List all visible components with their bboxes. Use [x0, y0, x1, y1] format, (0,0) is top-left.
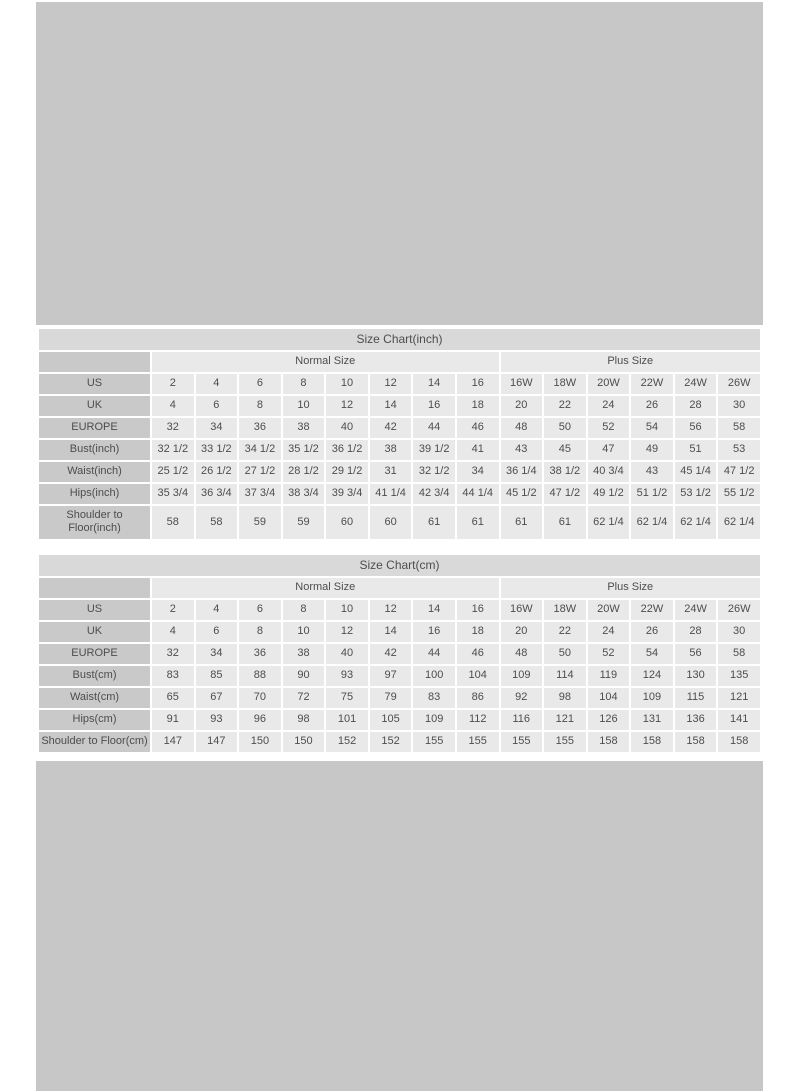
table-cell: 16	[457, 600, 499, 620]
table-cell: 26	[631, 396, 673, 416]
table-cell: 147	[152, 732, 194, 752]
table-cell: 56	[675, 644, 717, 664]
table-cell: 26W	[718, 600, 760, 620]
table-cell: 8	[239, 622, 281, 642]
table-cell: 109	[501, 666, 543, 686]
table-cell: 88	[239, 666, 281, 686]
table-cell: 147	[196, 732, 238, 752]
table-cell: 55 1/2	[718, 484, 760, 504]
table-cell: 86	[457, 688, 499, 708]
table-cell: 112	[457, 710, 499, 730]
table-cell: 58	[718, 418, 760, 438]
table-cell: 41	[457, 440, 499, 460]
table-cell: 48	[501, 418, 543, 438]
table-cell: 22W	[631, 600, 673, 620]
table-cell: 32	[152, 644, 194, 664]
table-cell: 59	[283, 506, 325, 539]
column-group-label: Normal Size	[152, 578, 499, 598]
table-cell: 44 1/4	[457, 484, 499, 504]
table-cell: 46	[457, 644, 499, 664]
table-cell: 12	[370, 374, 412, 394]
table-cell: 90	[283, 666, 325, 686]
table-cell: 62 1/4	[718, 506, 760, 539]
table-cell: 47 1/2	[544, 484, 586, 504]
size-chart-panel	[36, 325, 763, 761]
table-cell: 58	[196, 506, 238, 539]
table-cell: 58	[718, 644, 760, 664]
table-cell: 10	[283, 622, 325, 642]
table-cell: 43	[501, 440, 543, 460]
table-cell: 39 1/2	[413, 440, 455, 460]
row-label: Hips(cm)	[39, 710, 150, 730]
table-cell: 26	[631, 622, 673, 642]
table-cell: 141	[718, 710, 760, 730]
table-cell: 51	[675, 440, 717, 460]
table-cell: 40 3/4	[588, 462, 630, 482]
table-cell: 91	[152, 710, 194, 730]
table-cell: 61	[501, 506, 543, 539]
row-label: Waist(cm)	[39, 688, 150, 708]
table-cell: 45	[544, 440, 586, 460]
column-group-row	[39, 352, 760, 372]
table-cell: 44	[413, 418, 455, 438]
table-cell: 121	[718, 688, 760, 708]
table-row	[39, 462, 760, 482]
column-group-label: Normal Size	[152, 352, 499, 372]
table-cell: 50	[544, 644, 586, 664]
table-cell: 42	[370, 644, 412, 664]
table-cell: 29 1/2	[326, 462, 368, 482]
table-cell: 67	[196, 688, 238, 708]
table-cell: 104	[457, 666, 499, 686]
table-cell: 61	[544, 506, 586, 539]
table-cell: 8	[239, 396, 281, 416]
table-cell: 61	[457, 506, 499, 539]
table-cell: 52	[588, 644, 630, 664]
table-cell: 31	[370, 462, 412, 482]
table-title: Size Chart(inch)	[39, 329, 760, 350]
table-cell: 155	[544, 732, 586, 752]
table-cell: 24	[588, 622, 630, 642]
table-cell: 16	[457, 374, 499, 394]
table-cell: 43	[631, 462, 673, 482]
table-cell: 104	[588, 688, 630, 708]
table-cell: 24	[588, 396, 630, 416]
table-cell: 45 1/4	[675, 462, 717, 482]
table-cell: 42 3/4	[413, 484, 455, 504]
table-cell: 98	[283, 710, 325, 730]
table-cell: 79	[370, 688, 412, 708]
table-cell: 18	[457, 622, 499, 642]
table-cell: 18	[457, 396, 499, 416]
table-row	[39, 374, 760, 394]
table-cell: 135	[718, 666, 760, 686]
table-cell: 34 1/2	[239, 440, 281, 460]
table-cell: 40	[326, 644, 368, 664]
row-label: UK	[39, 396, 150, 416]
table-cell: 39 3/4	[326, 484, 368, 504]
table-cell: 18W	[544, 374, 586, 394]
table-cell: 32 1/2	[152, 440, 194, 460]
table-row	[39, 440, 760, 460]
photo-background	[36, 2, 763, 1091]
table-cell: 4	[196, 374, 238, 394]
table-cell: 22	[544, 622, 586, 642]
table-row	[39, 484, 760, 504]
table-cell: 85	[196, 666, 238, 686]
table-cell: 26 1/2	[196, 462, 238, 482]
size-chart-inch-table	[37, 327, 762, 541]
table-cell: 53 1/2	[675, 484, 717, 504]
row-label: EUROPE	[39, 418, 150, 438]
table-cell: 27 1/2	[239, 462, 281, 482]
table-cell: 38	[370, 440, 412, 460]
corner-cell	[39, 352, 150, 372]
table-cell: 38 3/4	[283, 484, 325, 504]
row-label: Shoulder to Floor(inch)	[39, 506, 150, 539]
table-cell: 28 1/2	[283, 462, 325, 482]
table-cell: 32 1/2	[413, 462, 455, 482]
table-cell: 101	[326, 710, 368, 730]
table-cell: 37 3/4	[239, 484, 281, 504]
table-cell: 58	[152, 506, 194, 539]
table-cell: 155	[413, 732, 455, 752]
table-cell: 124	[631, 666, 673, 686]
table-cell: 152	[370, 732, 412, 752]
table-cell: 42	[370, 418, 412, 438]
table-cell: 8	[283, 600, 325, 620]
table-row	[39, 710, 760, 730]
row-label: Waist(inch)	[39, 462, 150, 482]
table-cell: 56	[675, 418, 717, 438]
table-cell: 16	[413, 396, 455, 416]
table-cell: 62 1/4	[675, 506, 717, 539]
table-cell: 121	[544, 710, 586, 730]
table-cell: 4	[152, 622, 194, 642]
table-cell: 65	[152, 688, 194, 708]
size-chart-cm-table	[37, 553, 762, 754]
table-cell: 36 3/4	[196, 484, 238, 504]
table-cell: 48	[501, 644, 543, 664]
table-cell: 25 1/2	[152, 462, 194, 482]
table-cell: 70	[239, 688, 281, 708]
table-cell: 12	[326, 622, 368, 642]
table-cell: 54	[631, 418, 673, 438]
table-cell: 100	[413, 666, 455, 686]
table-cell: 24W	[675, 600, 717, 620]
column-group-row	[39, 578, 760, 598]
table-cell: 92	[501, 688, 543, 708]
row-label: Shoulder to Floor(cm)	[39, 732, 150, 752]
table-cell: 40	[326, 418, 368, 438]
table-cell: 4	[196, 600, 238, 620]
table-cell: 72	[283, 688, 325, 708]
table-cell: 38	[283, 644, 325, 664]
table-cell: 22W	[631, 374, 673, 394]
table-cell: 49	[631, 440, 673, 460]
table-cell: 62 1/4	[631, 506, 673, 539]
table-row	[39, 644, 760, 664]
table-cell: 51 1/2	[631, 484, 673, 504]
table-cell: 46	[457, 418, 499, 438]
row-label: EUROPE	[39, 644, 150, 664]
table-cell: 155	[501, 732, 543, 752]
table-cell: 49 1/2	[588, 484, 630, 504]
table-title-row	[39, 329, 760, 350]
table-cell: 93	[326, 666, 368, 686]
table-cell: 32	[152, 418, 194, 438]
table-cell: 20W	[588, 600, 630, 620]
corner-cell	[39, 578, 150, 598]
table-cell: 75	[326, 688, 368, 708]
table-cell: 6	[196, 396, 238, 416]
table-cell: 6	[239, 600, 281, 620]
table-cell: 150	[283, 732, 325, 752]
table-cell: 98	[544, 688, 586, 708]
table-cell: 52	[588, 418, 630, 438]
table-cell: 20	[501, 622, 543, 642]
table-cell: 59	[239, 506, 281, 539]
table-cell: 158	[631, 732, 673, 752]
table-cell: 119	[588, 666, 630, 686]
table-cell: 114	[544, 666, 586, 686]
table-cell: 93	[196, 710, 238, 730]
table-cell: 8	[283, 374, 325, 394]
table-cell: 36	[239, 418, 281, 438]
table-cell: 136	[675, 710, 717, 730]
table-cell: 10	[326, 600, 368, 620]
table-title: Size Chart(cm)	[39, 555, 760, 576]
table-cell: 36 1/4	[501, 462, 543, 482]
table-cell: 36 1/2	[326, 440, 368, 460]
table-row	[39, 688, 760, 708]
table-cell: 47	[588, 440, 630, 460]
table-cell: 34	[196, 418, 238, 438]
table-cell: 33 1/2	[196, 440, 238, 460]
table-cell: 50	[544, 418, 586, 438]
row-label: US	[39, 600, 150, 620]
column-group-label: Plus Size	[501, 352, 761, 372]
table-cell: 83	[152, 666, 194, 686]
table-cell: 155	[457, 732, 499, 752]
table-cell: 150	[239, 732, 281, 752]
table-cell: 20W	[588, 374, 630, 394]
table-cell: 109	[413, 710, 455, 730]
row-label: UK	[39, 622, 150, 642]
table-cell: 18W	[544, 600, 586, 620]
table-cell: 62 1/4	[588, 506, 630, 539]
table-cell: 35 3/4	[152, 484, 194, 504]
table-cell: 34	[457, 462, 499, 482]
column-group-label: Plus Size	[501, 578, 761, 598]
table-cell: 26W	[718, 374, 760, 394]
table-cell: 109	[631, 688, 673, 708]
table-cell: 34	[196, 644, 238, 664]
table-cell: 158	[588, 732, 630, 752]
row-label: Bust(cm)	[39, 666, 150, 686]
table-row	[39, 396, 760, 416]
table-cell: 30	[718, 396, 760, 416]
table-row	[39, 622, 760, 642]
table-cell: 96	[239, 710, 281, 730]
table-title-row	[39, 555, 760, 576]
table-cell: 44	[413, 644, 455, 664]
row-label: Hips(inch)	[39, 484, 150, 504]
table-cell: 38 1/2	[544, 462, 586, 482]
table-row	[39, 732, 760, 752]
table-cell: 10	[283, 396, 325, 416]
table-cell: 152	[326, 732, 368, 752]
table-cell: 2	[152, 600, 194, 620]
table-cell: 41 1/4	[370, 484, 412, 504]
table-cell: 30	[718, 622, 760, 642]
row-label: Bust(inch)	[39, 440, 150, 460]
table-cell: 12	[370, 600, 412, 620]
table-cell: 10	[326, 374, 368, 394]
table-cell: 14	[370, 396, 412, 416]
table-cell: 115	[675, 688, 717, 708]
row-label: US	[39, 374, 150, 394]
table-cell: 97	[370, 666, 412, 686]
table-cell: 14	[413, 374, 455, 394]
table-cell: 2	[152, 374, 194, 394]
table-row	[39, 506, 760, 539]
table-cell: 16W	[501, 374, 543, 394]
table-cell: 24W	[675, 374, 717, 394]
table-cell: 38	[283, 418, 325, 438]
table-cell: 12	[326, 396, 368, 416]
table-row	[39, 418, 760, 438]
table-cell: 130	[675, 666, 717, 686]
table-cell: 22	[544, 396, 586, 416]
table-row	[39, 600, 760, 620]
table-cell: 60	[326, 506, 368, 539]
table-cell: 54	[631, 644, 673, 664]
table-cell: 35 1/2	[283, 440, 325, 460]
table-cell: 126	[588, 710, 630, 730]
table-cell: 6	[239, 374, 281, 394]
table-cell: 16W	[501, 600, 543, 620]
table-cell: 6	[196, 622, 238, 642]
table-cell: 131	[631, 710, 673, 730]
table-cell: 4	[152, 396, 194, 416]
table-cell: 45 1/2	[501, 484, 543, 504]
table-cell: 158	[675, 732, 717, 752]
table-cell: 61	[413, 506, 455, 539]
table-cell: 105	[370, 710, 412, 730]
table-cell: 116	[501, 710, 543, 730]
table-row	[39, 666, 760, 686]
table-cell: 28	[675, 622, 717, 642]
table-cell: 16	[413, 622, 455, 642]
table-cell: 47 1/2	[718, 462, 760, 482]
table-cell: 28	[675, 396, 717, 416]
table-cell: 14	[413, 600, 455, 620]
table-cell: 60	[370, 506, 412, 539]
table-cell: 36	[239, 644, 281, 664]
table-cell: 53	[718, 440, 760, 460]
table-cell: 158	[718, 732, 760, 752]
table-cell: 20	[501, 396, 543, 416]
table-cell: 14	[370, 622, 412, 642]
table-cell: 83	[413, 688, 455, 708]
